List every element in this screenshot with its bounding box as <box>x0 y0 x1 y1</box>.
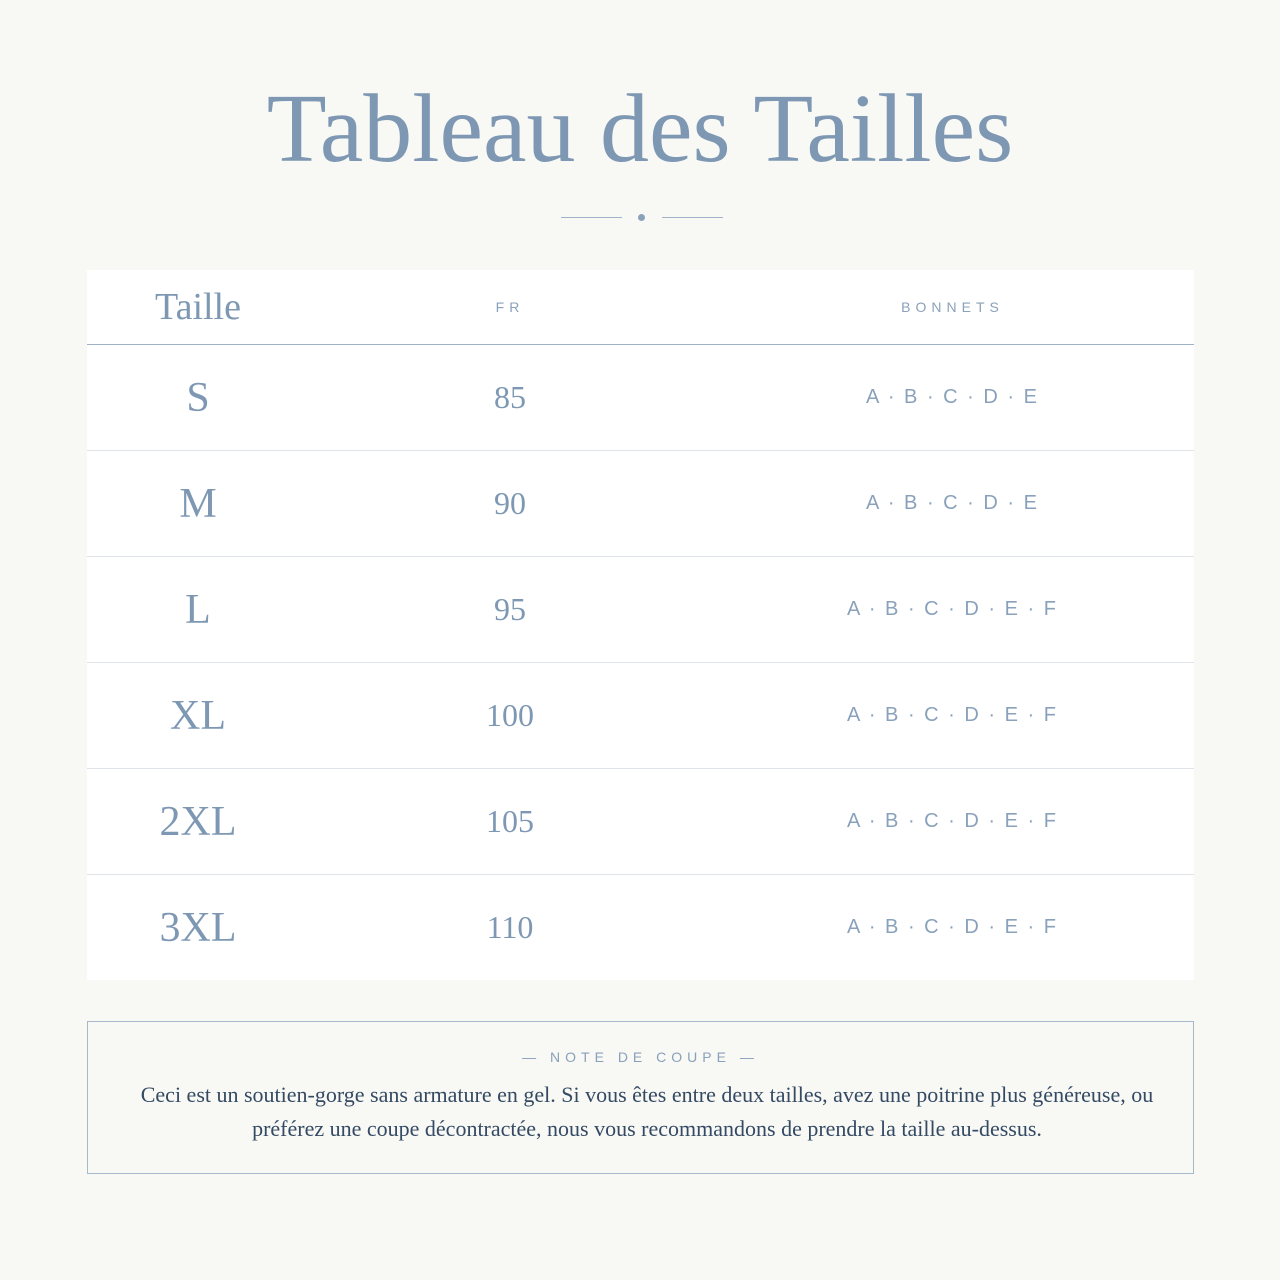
table-row <box>87 769 1194 875</box>
fit-note-title: — NOTE DE COUPE — <box>522 1049 759 1065</box>
table-header <box>87 270 1194 345</box>
table-row <box>87 557 1194 663</box>
title-ornament-divider <box>561 212 723 224</box>
fr-value: 90 <box>494 485 526 521</box>
fit-note-text: Ceci est un soutien-gorge sans armature en gel. Si vous êtes entre deux tailles, avez une poitrine plus généreuse, ou préférez une coupe décontractée, nous vous recommandons de prendre la taille au-dessus. <box>140 1082 1154 1141</box>
size-label: M <box>179 480 217 527</box>
header-bonnets: BONNETS <box>901 299 1004 315</box>
divider-line-left <box>561 217 622 218</box>
size-label: 3XL <box>159 904 237 951</box>
fr-value: 95 <box>494 591 526 627</box>
cup-sizes: A · B · C · D · E <box>866 492 1039 514</box>
table-row <box>87 663 1194 769</box>
cup-sizes: A · B · C · D · E · F <box>847 916 1058 938</box>
cup-sizes: A · B · C · D · E <box>866 386 1039 408</box>
size-label: XL <box>170 692 226 739</box>
size-table <box>87 270 1194 980</box>
table-row <box>87 451 1194 557</box>
size-label: L <box>185 586 211 633</box>
header-taille: Taille <box>155 286 241 328</box>
divider-line-right <box>662 217 723 218</box>
cup-sizes: A · B · C · D · E · F <box>847 704 1058 726</box>
fr-value: 100 <box>486 697 534 733</box>
header-fr: FR <box>495 299 525 315</box>
cup-sizes: A · B · C · D · E · F <box>847 810 1058 832</box>
size-label: 2XL <box>159 798 237 845</box>
fit-note-box <box>87 1021 1194 1174</box>
fr-value: 85 <box>494 379 526 415</box>
fr-value: 110 <box>486 909 534 945</box>
size-label: S <box>186 374 210 421</box>
page-title: Tableau des Tailles <box>266 75 1014 183</box>
table-row <box>87 345 1194 451</box>
cup-sizes: A · B · C · D · E · F <box>847 598 1058 620</box>
fr-value: 105 <box>486 803 534 839</box>
divider-dot-icon <box>638 214 645 221</box>
table-row <box>87 875 1194 980</box>
